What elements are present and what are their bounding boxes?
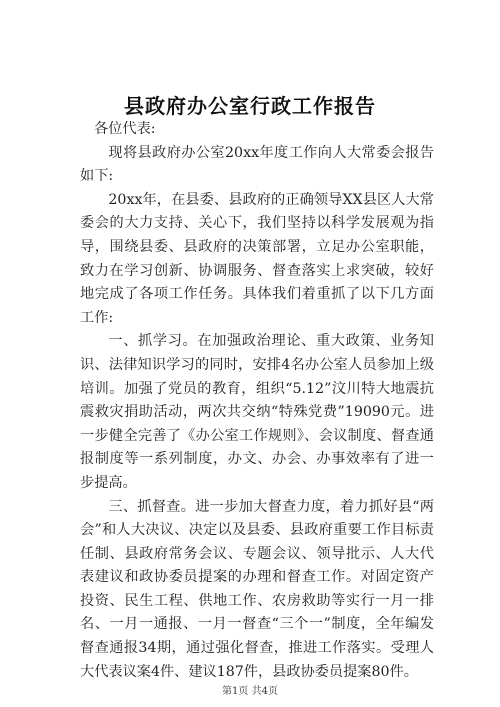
document-body — [80, 118, 434, 684]
paragraph-intro: 现将县政府办公室20xx年度工作向人大常委会报告如下: — [80, 144, 434, 185]
page-footer: 第1页 共4页 — [222, 686, 278, 697]
paragraph-supervision: 三、抓督查。进一步加大督查力度，着力抓好县“两会”和人大决议、决定以及县委、县政府重要工作目标责任制、县政府常务会议、专题会议、领导批示、人大代表建议和政协委员提案的办理和督查工作。对固定资产投资、民生工程、供地工作、农房救助等实行一月一排名、一月一通报、一月一督查“三个一”制度，全年编发督查通报34期，通过强化督查，推进工作落实。受理人大代表议案4件、建议187件，县政协委员提案80件。 — [80, 498, 434, 680]
paragraph-study: 一、抓学习。在加强政治理论、重大政策、业务知识、法律知识学习的同时，安排4名办公室人员参加上级培训。加强了党员的教育，组织“5.12”汶川特大地震抗震救灾捐助活动，两次共交纳“特殊党费”19090元。进一步健全完善了《办公室工作规则》、会议制度、督查通报制度等一系列制度，办文、办会、办事效率有了进一步提高。 — [80, 333, 434, 491]
paragraph-overview: 20xx年，在县委、县政府的正确领导XX县区人大常委会的大力支持、关心下，我们坚持以科学发展观为指导，围绕县委、县政府的决策部署，立足办公室职能，致力在学习创新、协调服务、督查落实上求突破，较好地完成了各项工作任务。具体我们着重抓了以下几方面工作: — [80, 191, 434, 326]
salutation: 各位代表: — [94, 121, 156, 137]
document-title: 县政府办公室行政工作报告 — [124, 94, 376, 118]
